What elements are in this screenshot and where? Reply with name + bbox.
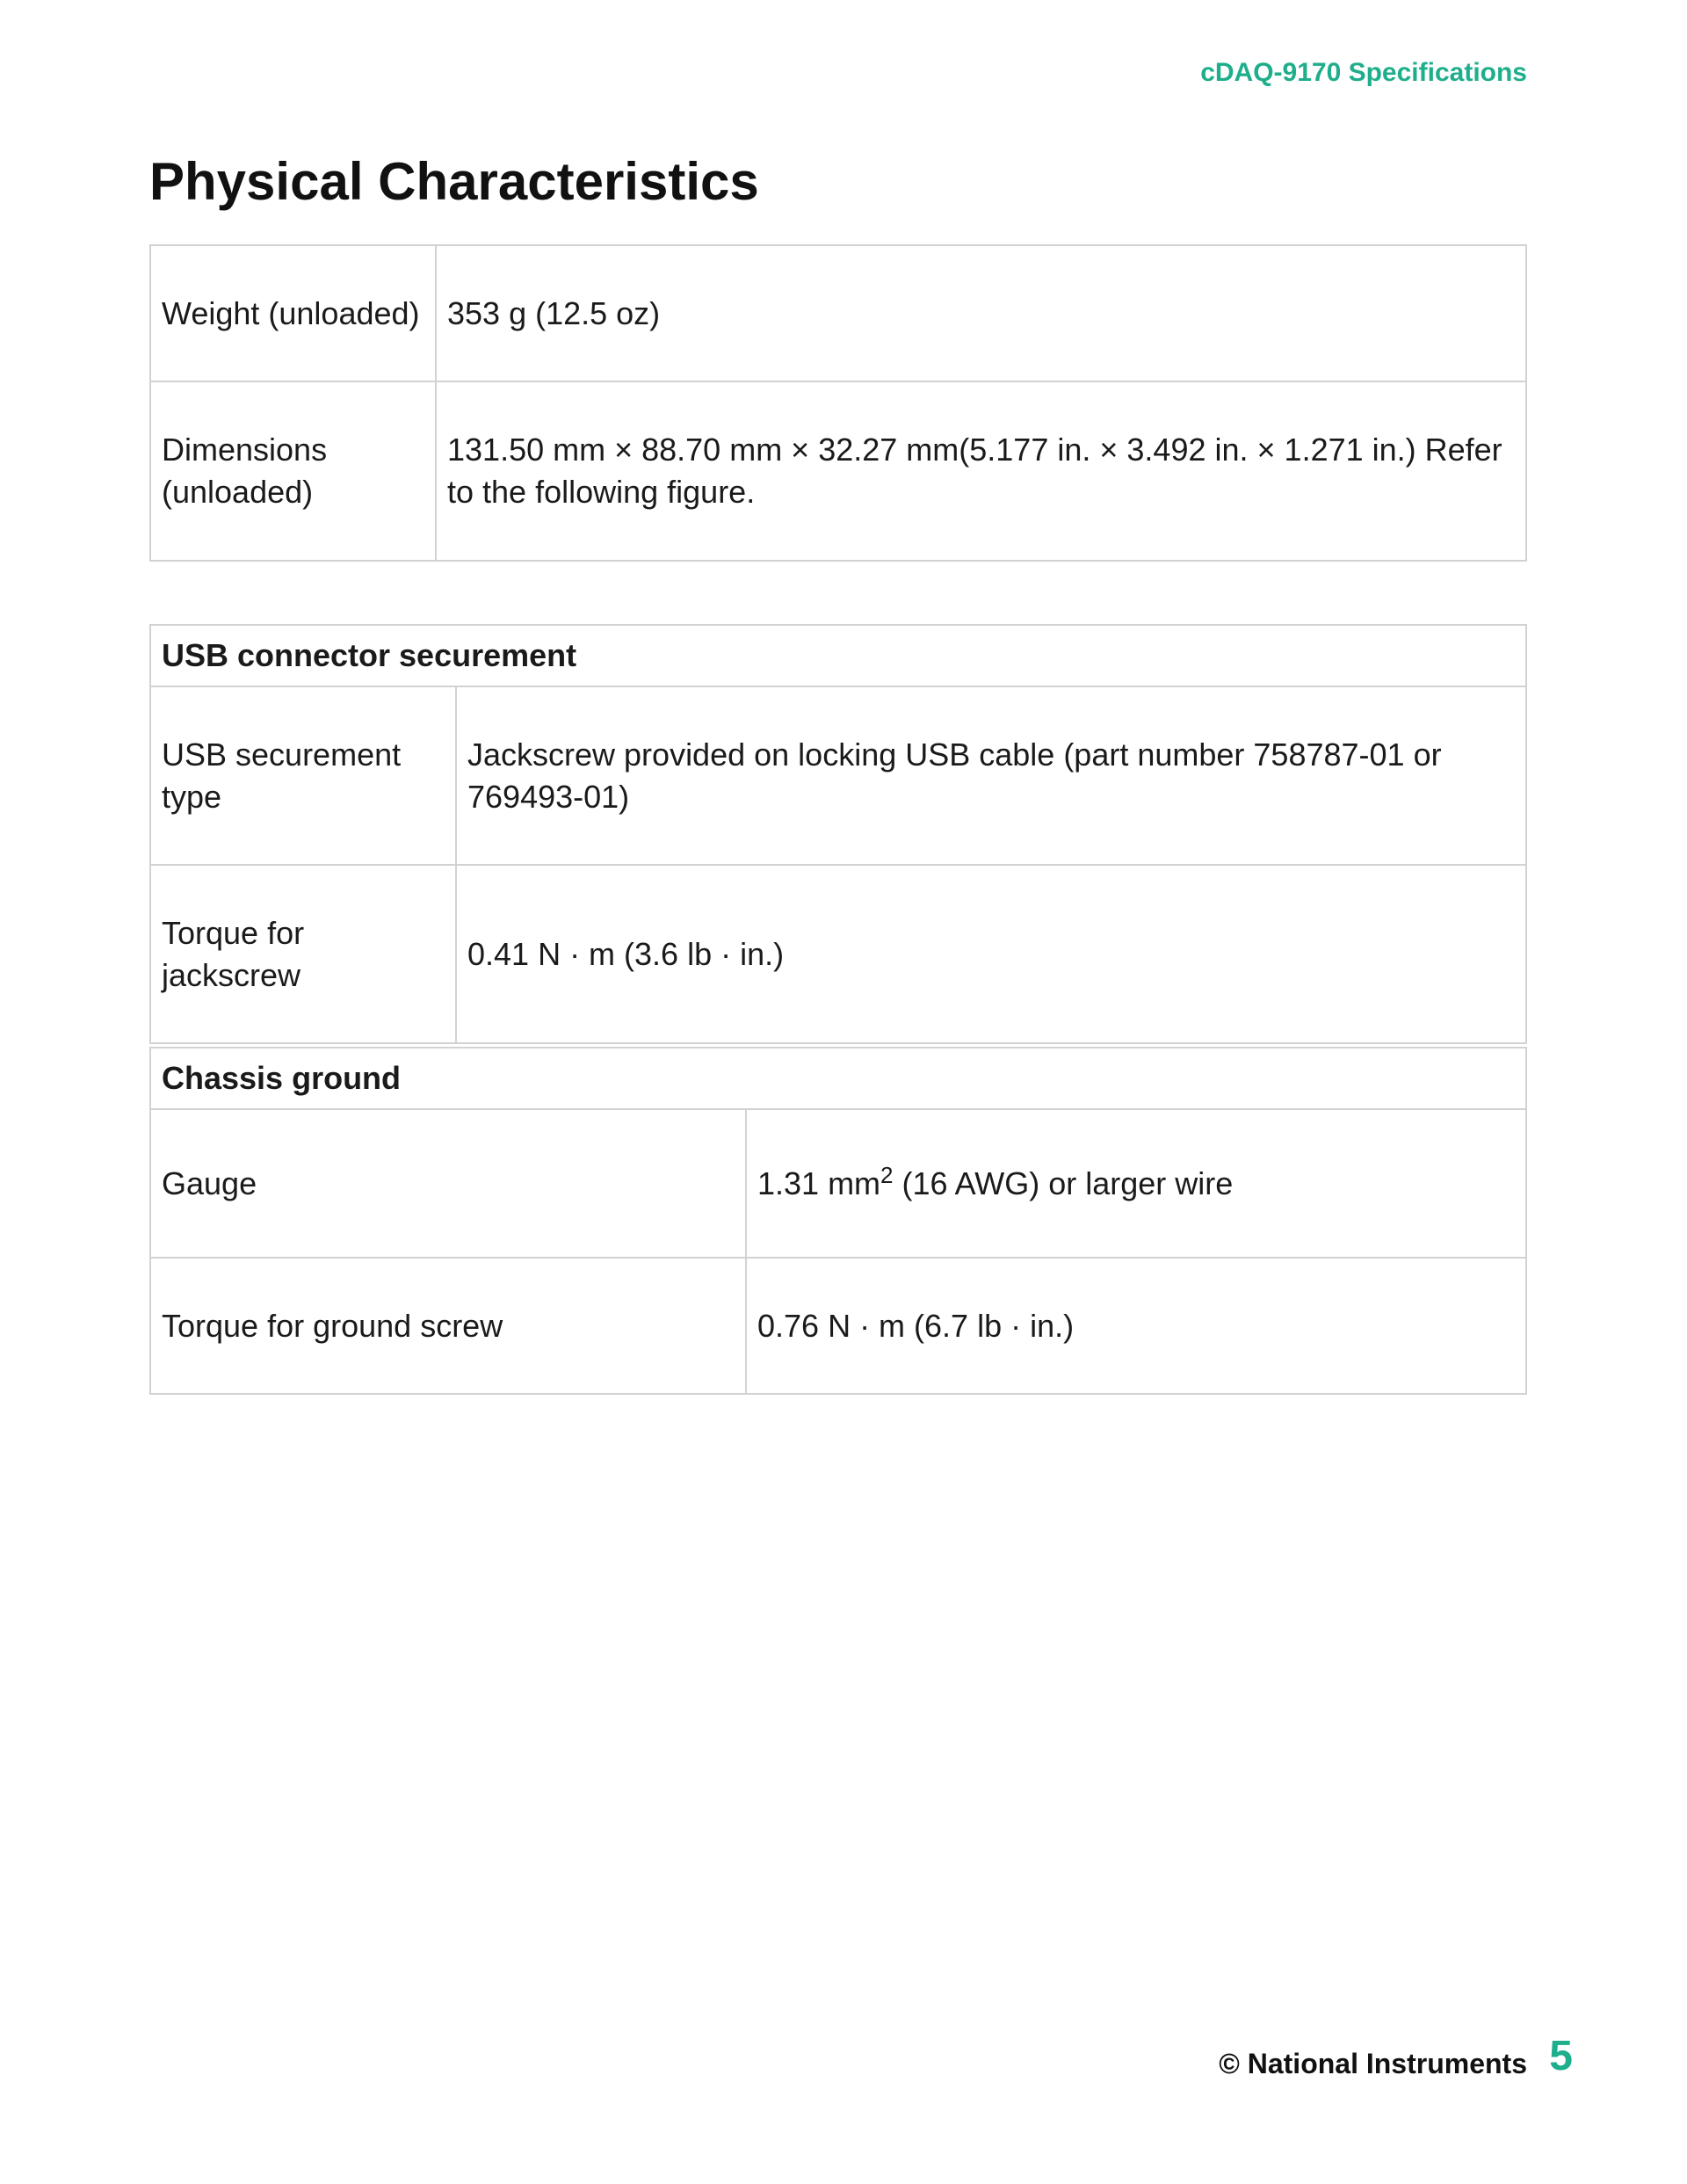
spec-label: Gauge <box>150 1109 746 1258</box>
superscript: 2 <box>880 1161 894 1188</box>
spec-label: Torque for ground screw <box>150 1258 746 1394</box>
spec-label: Torque for jackscrew <box>150 865 456 1043</box>
page-title: Physical Characteristics <box>149 152 759 211</box>
spec-value <box>746 1109 1526 1258</box>
spec-label: Weight (unloaded) <box>150 245 436 381</box>
spec-label: Dimensions (unloaded) <box>150 381 436 561</box>
table-row <box>150 381 1526 561</box>
gauge-value-rest: (16 AWG) or larger wire <box>893 1165 1234 1201</box>
section-header-row <box>150 1048 1526 1109</box>
page-number: 5 <box>1549 2033 1573 2079</box>
table-row <box>150 1258 1526 1394</box>
chassis-ground-table <box>149 1047 1527 1395</box>
usb-securement-table <box>149 624 1527 1044</box>
spec-label: USB securement type <box>150 686 456 865</box>
copyright-text: © National Instruments <box>1219 2048 1527 2079</box>
spec-value: 353 g (12.5 oz) <box>436 245 1526 381</box>
spec-value: 131.50 mm × 88.70 mm × 32.27 mm(5.177 in. × 3.492 in. × 1.271 in.) Refer to the following figure. <box>436 381 1526 561</box>
physical-spec-table <box>149 244 1527 562</box>
spec-value: 0.41 N · m (3.6 lb · in.) <box>456 865 1526 1043</box>
section-title: Chassis ground <box>150 1048 1526 1109</box>
table-row <box>150 686 1526 865</box>
table-row <box>150 865 1526 1043</box>
gauge-value-main: 1.31 mm <box>757 1165 881 1201</box>
table-row <box>150 1109 1526 1258</box>
section-header-row <box>150 625 1526 686</box>
spec-value: 0.76 N · m (6.7 lb · in.) <box>746 1258 1526 1394</box>
document-header-title: cDAQ-9170 Specifications <box>1200 58 1527 87</box>
section-title: USB connector securement <box>150 625 1526 686</box>
table-row <box>150 245 1526 381</box>
spec-value: Jackscrew provided on locking USB cable (part number 758787-01 or 769493-01) <box>456 686 1526 865</box>
